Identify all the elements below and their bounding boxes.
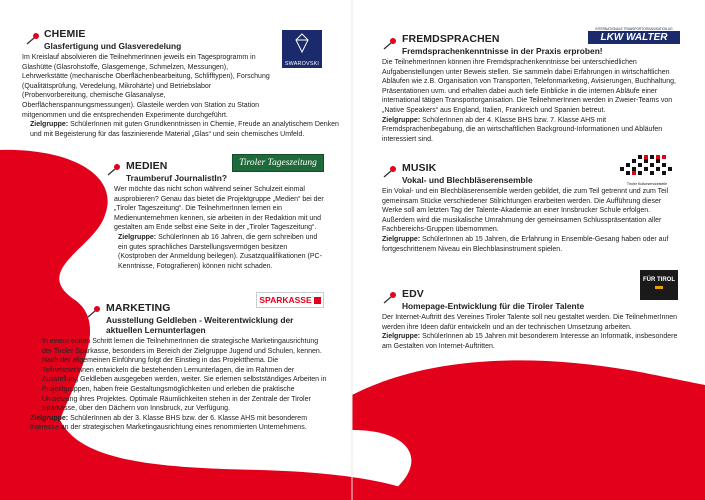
target-group: Zielgruppe: SchülerInnen ab 16 Jahren, die gern schreiben und ein gutes sprachliches Darstellungsvermögen besitzen (Kostproben der Anmeldung beilegen). Zusatzqualifikationen (PC-Kenntnisse, Fotografieren) können nicht schaden. (118, 233, 322, 270)
pin-icon (382, 37, 398, 51)
section-title: MUSIK (402, 162, 437, 174)
tiroler-tageszeitung-logo: Tiroler Tageszeitung (232, 154, 324, 172)
lkw-walter-logo: INTERNATIONALE TRANSPORTORGANISATION AG LKW WALTER (588, 27, 680, 45)
section-title: MARKETING (106, 302, 171, 314)
target-group: Zielgruppe: SchülerInnen ab 15 Jahren, die Erfahrung in Ensemble-Gesang haben oder auf fortgeschrittenem Niveau ein Blechblasinstrument spielen. (382, 235, 669, 253)
kulturservicestelle-logo: Tiroler Kulturservicestelle (618, 153, 676, 183)
section-edv (382, 288, 682, 351)
section-title: CHEMIE (44, 28, 86, 40)
section-medien (106, 160, 326, 271)
pin-icon (25, 32, 41, 46)
section-subtitle: Fremdsprachenkenntnisse in der Praxis erproben! (402, 46, 603, 56)
section-marketing (30, 302, 330, 433)
sparkasse-logo: SPARKASSE (256, 292, 324, 308)
section-title: EDV (402, 288, 424, 300)
section-subtitle: Glasfertigung und Glasveredelung (44, 41, 182, 51)
section-title: FREMDSPRACHEN (402, 33, 500, 45)
pin-icon (382, 165, 398, 179)
section-body: Wer möchte das nicht schon während seiner Schulzeit einmal ausprobieren? Genau das bietet die Projektgruppe „Medien“ bei der „Tiroler Tageszeitung“. Die TeilnehmerInnen lernen ein Medienunternehmen kennen, sie arbeiten in der Redaktion mit und gestalten am Ende selbst eine Seite in der „Tiroler Tageszeitung“. (114, 186, 324, 232)
section-title: MEDIEN (126, 160, 168, 172)
pin-icon (86, 305, 102, 319)
swarovski-logo: SWAROVSKI (282, 30, 322, 68)
pin-icon (106, 163, 122, 177)
section-subtitle: Homepage-Entwicklung für die Tiroler Talente (402, 301, 585, 311)
target-group: Zielgruppe: SchülerInnen ab der 3. Klasse BHS bzw. der 6. Klasse AHS mit besonderem Interesse an der strategischen Marketingausrichtung eines renommierten Unternehmens. (30, 414, 308, 432)
pin-icon (382, 291, 398, 305)
section-fremdsprachen (382, 33, 680, 144)
section-body: Die TeilnehmerInnen können ihre Fremdsprachenkenntnisse bei unterschiedlichen Aufgabenstellungen unter Beweis stellen. Sie sammeln dabei Erfahrungen in wirtschaftlichen Abläufen wie z.B. Organisation von Transporten, Telefonmarketing, Avisierungen, Buchhaltung, Präsentationen uvm. und erhalten dabei auch tiefe Einblicke in die internen Abläufe einer international tätigen Transportorganisation. Die TeilnehmerInnen werden in Zweier-Teams von „Native Speakers“ aus England, Italien, Frankreich und Spanien betreut. (382, 59, 676, 114)
target-group: Zielgruppe: SchülerInnen mit guten Grundkenntnissen in Chemie, Freude an analytischem Denken und mit Begeisterung für das faszinierende Material „Glas“ und sein chemisches Umfeld. (30, 121, 339, 138)
target-group: Zielgruppe: SchülerInnen ab 15 Jahren mit besonderem Interesse an Informatik, insbesondere am Gestalten von Internet-Auftritten. (382, 333, 678, 350)
section-subtitle: Traumberuf JournalistIn? (126, 173, 227, 183)
section-body: Der Internet-Auftritt des Vereines Tiroler Talente soll neu gestaltet werden. Die TeilnehmerInnen werden ihre Ideen dafür entwickeln und an der technischen Umsetzung arbeiten. (382, 314, 678, 331)
section-body: Im Kreislauf absolvieren die TeilnehmerInnen jeweils ein Tagesprogramm in Glashütte (Glasrohstoffe, Glasgemenge, Schmelzen, Messungen), Lehrwerkstätte (mechanische Oberflächenbearbeitung, Schlifftypen), Forschung (Qualitätsprüfung, Veredelung, Mikrohärte) und Betriebslabor (Probenvorbereitung, chemische Glasanalyse, Oberflächenspannungsmessungen). Glasteile werden von Station zu Station mitgenommen und die entsprechenden Experimente durchgeführt. (22, 54, 270, 119)
target-group: Zielgruppe: SchülerInnen ab der 4. Klasse BHS bzw. 7. Klasse AHS mit Fremdsprachenbegabung, die an wirtschaftlichen Background-Informationen und Abläufen interessiert sind. (382, 116, 663, 143)
section-body: In einem ersten Schritt lernen die TeilnehmerInnen die strategische Marketingausrichtung der Tiroler Sparkasse, besonders im Bereich der Zielgruppe Jugend und Schulen, kennen. Nach der allgemeinen Einführung folgt der Einstieg in das Projektthema. Die TeilnehmerInnen entwickeln die bestehenden Lernunterlagen, die im Rahmen der Ausstellung Geldleben ausgegeben werden, weiter. Sie erlernen selbstständiges Arbeiten in Projektgruppen, haben freie Gestaltungsmöglichkeiten und erleben die praktische Umsetzung ihres Projektes. Optimale Räumlichkeiten stehen in der Zentrale der Tiroler Sparkasse, über den Dächern von Innsbruck, zur Verfügung. (42, 338, 327, 413)
fuer-tirol-logo: FÜR TIROL (640, 270, 678, 300)
right-red-wave (352, 360, 705, 500)
section-subtitle: Ausstellung Geldleben - Weiterentwicklung der aktuellen Lernunterlagen (106, 315, 294, 335)
section-body: Ein Vokal- und ein Blechbläserensemble werden gebildet, die zum Teil getrennt und zum Teil gemeinsam Stücke verschiedener Stilrichtungen erarbeiten werden. Die Aufführung dieser Werke soll am letzten Tag der Talente-Akademie an einer Innsbrucker Schule erfolgen. Außerdem wird die musikalische Umrahmung der gemeinsamen Schlusspräsentation aller Fachbereichs-Gruppen übernommen. (382, 188, 669, 234)
section-subtitle: Vokal- und Blechbläserensemble (402, 175, 533, 185)
